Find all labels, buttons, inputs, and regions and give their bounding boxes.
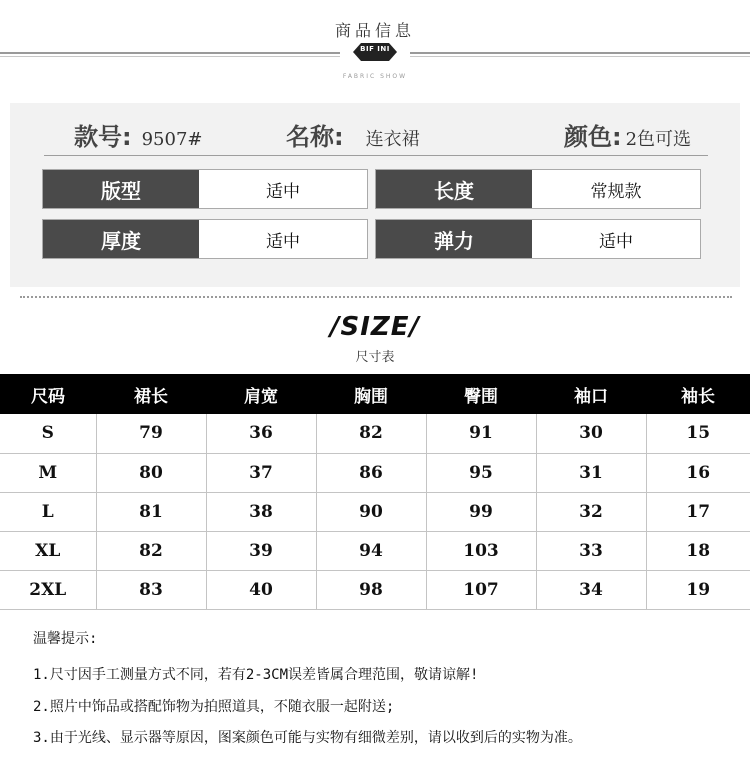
header-rule-left-thin (0, 56, 340, 57)
attribute-value: 适中 (266, 181, 300, 202)
table-cell: L (0, 492, 96, 531)
style-number-value: 9507# (141, 129, 203, 150)
attribute-key: 长度 (376, 170, 532, 208)
table-cell: 40 (206, 570, 316, 609)
table-cell: 16 (646, 453, 750, 492)
style-number (74, 117, 203, 151)
table-cell: 79 (96, 414, 206, 453)
size-subtitle: 尺寸表 (355, 350, 395, 365)
attribute-key: 弹力 (376, 220, 532, 258)
table-cell: S (0, 414, 96, 453)
table-cell: 18 (646, 531, 750, 570)
style-number-label: 款号: (74, 123, 132, 151)
table-cell: 81 (96, 492, 206, 531)
table-cell: 99 (426, 492, 536, 531)
table-cell: 36 (206, 414, 316, 453)
table-cell: 91 (426, 414, 536, 453)
size-table (0, 374, 750, 610)
section-header (0, 0, 750, 100)
emblem-text: BIF INI (360, 45, 390, 53)
table-cell: 83 (96, 570, 206, 609)
table-cell: 38 (206, 492, 316, 531)
table-cell: 107 (426, 570, 536, 609)
product-color-value: 2色可选 (625, 129, 692, 150)
table-cell: 94 (316, 531, 426, 570)
brand-emblem (353, 41, 397, 63)
size-table-header (0, 374, 750, 414)
attribute-thickness (42, 219, 368, 259)
table-cell: 98 (316, 570, 426, 609)
table-cell: 82 (316, 414, 426, 453)
note-item: 2.照片中饰品或搭配饰物为拍照道具，不随衣服一起附送; (33, 699, 395, 715)
header-cell: 肩宽 (206, 374, 316, 414)
header-cell: 袖长 (646, 374, 750, 414)
header-rule-right-thin (410, 56, 750, 57)
table-cell: 39 (206, 531, 316, 570)
size-title: /SIZE/ (329, 312, 420, 342)
product-info-panel (10, 103, 740, 287)
note-item: 1.尺寸因手工测量方式不同，若有2-3CM误差皆属合理范围，敬请谅解! (33, 667, 479, 683)
attribute-fit (42, 169, 368, 209)
attribute-elasticity (375, 219, 701, 259)
notes-title: 温馨提示: (33, 631, 98, 647)
table-cell: 37 (206, 453, 316, 492)
product-summary-row (44, 117, 720, 151)
table-cell: 30 (536, 414, 646, 453)
table-cell: 95 (426, 453, 536, 492)
product-name-value: 连衣裙 (365, 129, 420, 150)
table-cell: 82 (96, 531, 206, 570)
table-cell: 15 (646, 414, 750, 453)
attribute-value: 常规款 (590, 181, 642, 202)
table-cell: 33 (536, 531, 646, 570)
attribute-value: 适中 (266, 231, 300, 252)
product-name (286, 117, 420, 151)
attribute-key: 版型 (43, 170, 199, 208)
header-cell: 尺码 (0, 374, 96, 414)
info-divider (44, 155, 708, 156)
table-cell: 32 (536, 492, 646, 531)
header-cell: 裙长 (96, 374, 206, 414)
header-cell: 臀围 (426, 374, 536, 414)
header-rule-right (410, 52, 750, 54)
table-cell: 2XL (0, 570, 96, 609)
table-cell: 17 (646, 492, 750, 531)
product-color (564, 117, 691, 151)
table-cell: XL (0, 531, 96, 570)
attribute-key: 厚度 (43, 220, 199, 258)
table-cell: M (0, 453, 96, 492)
section-divider (20, 296, 732, 298)
attribute-value: 适中 (599, 231, 633, 252)
table-cell: 19 (646, 570, 750, 609)
attribute-length (375, 169, 701, 209)
table-row (0, 570, 750, 609)
table-cell: 31 (536, 453, 646, 492)
table-row (0, 492, 750, 531)
header-cell: 胸围 (316, 374, 426, 414)
product-name-label: 名称: (286, 123, 344, 151)
table-cell: 103 (426, 531, 536, 570)
header-title: 商品信息 (334, 21, 415, 40)
product-color-label: 颜色: (564, 123, 622, 151)
header-rule-left (0, 52, 340, 54)
table-cell: 80 (96, 453, 206, 492)
header-subtitle: FABRIC SHOW (342, 73, 408, 80)
header-cell: 袖口 (536, 374, 646, 414)
table-cell: 34 (536, 570, 646, 609)
table-cell: 90 (316, 492, 426, 531)
table-row (0, 414, 750, 453)
table-row (0, 453, 750, 492)
table-row (0, 531, 750, 570)
table-cell: 86 (316, 453, 426, 492)
note-item: 3.由于光线、显示器等原因，图案颜色可能与实物有细微差别，请以收到后的实物为准。 (33, 730, 582, 746)
